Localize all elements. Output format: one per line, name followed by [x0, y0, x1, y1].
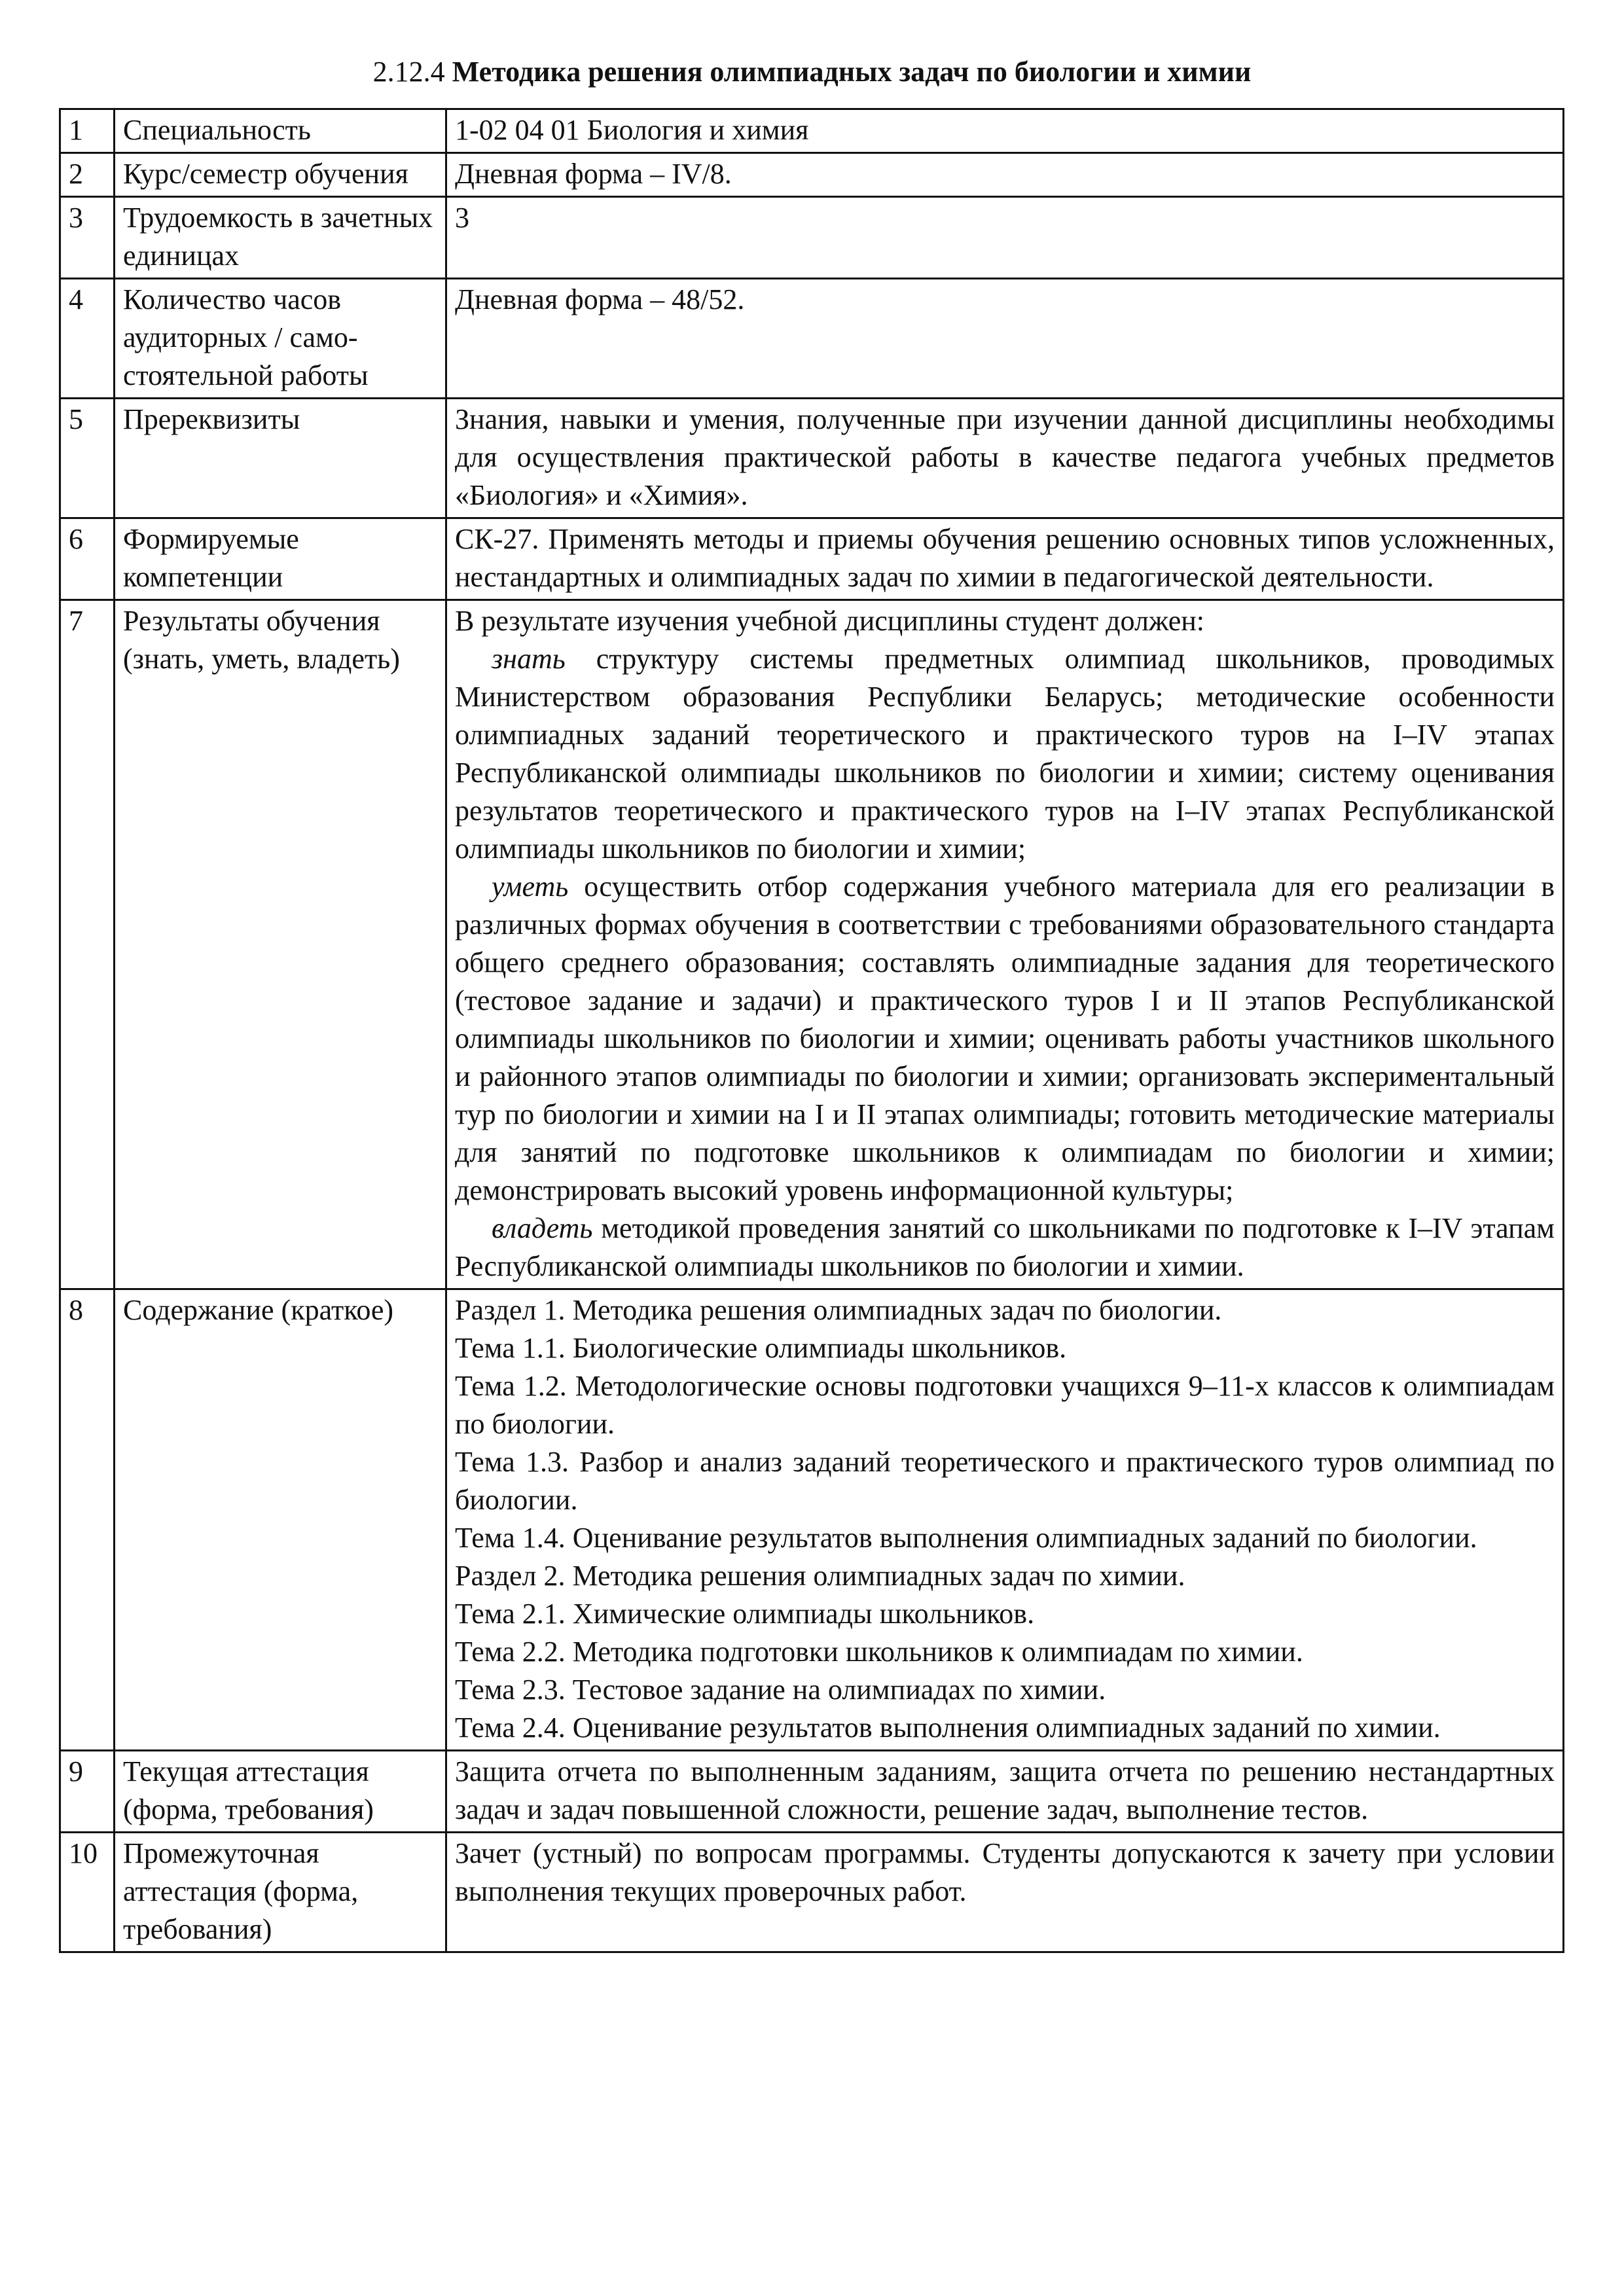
contents-list	[446, 1289, 1564, 1751]
row-label: Текущая аттестация (форма, требования)	[115, 1751, 446, 1833]
row-label: Пререквизиты	[115, 399, 446, 518]
title-text: Методика решения олимпиадных задач по биологии и химии	[452, 56, 1252, 88]
row-label: Результаты обучения (знать, уметь, владеть)	[115, 600, 446, 1289]
row-label: Курс/семестр обучения	[115, 153, 446, 197]
row-label: Трудоемкость в зачетных единицах	[115, 197, 446, 279]
table-row	[60, 279, 1564, 399]
row-label: Содержание (краткое)	[115, 1289, 446, 1751]
own-keyword: владеть	[492, 1212, 593, 1244]
know-text: структуру системы предметных олимпиад школьников, проводимых Министерством образования Республики Беларусь; методические особенности олимпиадных заданий теоретического и практического туров на I–IV этапах Республиканской олимпиады школьников по биологии и химии; систему оценивания результатов теоретического и практического туров на I–IV этапах Республиканской олимпиады школьников по биологии и химии;	[455, 643, 1555, 865]
table-row	[60, 518, 1564, 600]
can-text: осуществить отбор содержания учебного материала для его реализации в различных формах обучения в соответствии с требованиями образовательного стандарта общего среднего образования; составлять олимпиадные задания для теоретического (тестовое задание и задачи) и практического туров I и II этапов Республиканской олимпиады школьников по биологии и химии; оценивать работы участников школьного и районного этапов олимпиады по биологии и химии; организовать экспериментальный тур по биологии и химии на I и II этапах олимпиады; готовить методические материалы для занятий по подготовке школьников к олимпиадам по биологии и химии; демонстрировать высокий уровень информационной культуры;	[455, 870, 1555, 1206]
row-label: Количество часов аудиторных / само-стоятельной работы	[115, 279, 446, 399]
row-value: СК-27. Применять методы и приемы обучения решению основных типов усложненных, нестандартных и олимпиадных задач по химии в педагогической деятельности.	[446, 518, 1564, 600]
list-item: Тема 2.2. Методика подготовки школьников к олимпиадам по химии.	[455, 1636, 1303, 1668]
row-value: Дневная форма – 48/52.	[446, 279, 1564, 399]
table-row	[60, 1833, 1564, 1952]
table-row	[60, 109, 1564, 153]
row-value: Знания, навыки и умения, полученные при изучении данной дисциплины необходимы для осуществления практической работы в качестве педагога учебных предметов «Биология» и «Химия».	[446, 399, 1564, 518]
row-label: Специальность	[115, 109, 446, 153]
learning-outcomes	[446, 600, 1564, 1289]
know-keyword: знать	[492, 643, 566, 675]
table-row	[60, 1751, 1564, 1833]
table-row	[60, 153, 1564, 197]
list-item: Тема 2.1. Химические олимпиады школьников.	[455, 1598, 1035, 1630]
list-item: Тема 1.4. Оценивание результатов выполнения олимпиадных заданий по биологии.	[455, 1522, 1477, 1554]
outcome-know	[455, 640, 1555, 868]
list-item: Раздел 2. Методика решения олимпиадных задач по химии.	[455, 1560, 1185, 1592]
title-number: 2.12.4	[372, 56, 445, 88]
row-number: 8	[60, 1289, 115, 1751]
row-value: 3	[446, 197, 1564, 279]
row-number: 2	[60, 153, 115, 197]
row-value: Дневная форма – IV/8.	[446, 153, 1564, 197]
row-number: 10	[60, 1833, 115, 1952]
row-value: 1-02 04 01 Биология и химия	[446, 109, 1564, 153]
table-row	[60, 600, 1564, 1289]
table-row	[60, 1289, 1564, 1751]
discipline-table	[59, 108, 1564, 1953]
list-item: Тема 2.4. Оценивание результатов выполнения олимпиадных заданий по химии.	[455, 1712, 1441, 1744]
list-item: Тема 2.3. Тестовое задание на олимпиадах по химии.	[455, 1674, 1106, 1706]
list-item: Тема 1.1. Биологические олимпиады школьников.	[455, 1332, 1067, 1364]
outcome-can	[455, 868, 1555, 1210]
row-number: 9	[60, 1751, 115, 1833]
row-number: 5	[60, 399, 115, 518]
outcomes-intro: В результате изучения учебной дисциплины студент должен:	[455, 605, 1205, 637]
row-number: 1	[60, 109, 115, 153]
row-label: Формируемые компетенции	[115, 518, 446, 600]
list-item: Раздел 1. Методика решения олимпиадных задач по биологии.	[455, 1294, 1222, 1326]
row-label: Промежуточная аттестация (форма, требования)	[115, 1833, 446, 1952]
own-text: методикой проведения занятий со школьниками по подготовке к I–IV этапам Республиканской олимпиады школьников по биологии и химии.	[455, 1212, 1555, 1282]
row-number: 6	[60, 518, 115, 600]
outcome-own	[455, 1210, 1555, 1285]
document-title	[0, 52, 1624, 92]
row-number: 3	[60, 197, 115, 279]
table-row	[60, 399, 1564, 518]
list-item: Тема 1.3. Разбор и анализ заданий теоретического и практического туров олимпиад по биологии.	[455, 1446, 1555, 1516]
row-value: Зачет (устный) по вопросам программы. Студенты допускаются к зачету при условии выполнения текущих проверочных работ.	[446, 1833, 1564, 1952]
row-value: Защита отчета по выполненным заданиям, защита отчета по решению нестандартных задач и задач повышенной сложности, решение задач, выполнение тестов.	[446, 1751, 1564, 1833]
row-number: 4	[60, 279, 115, 399]
can-keyword: уметь	[492, 870, 569, 903]
list-item: Тема 1.2. Методологические основы подготовки учащихся 9–11-х классов к олимпиадам по биологии.	[455, 1370, 1555, 1440]
row-number: 7	[60, 600, 115, 1289]
table-row	[60, 197, 1564, 279]
